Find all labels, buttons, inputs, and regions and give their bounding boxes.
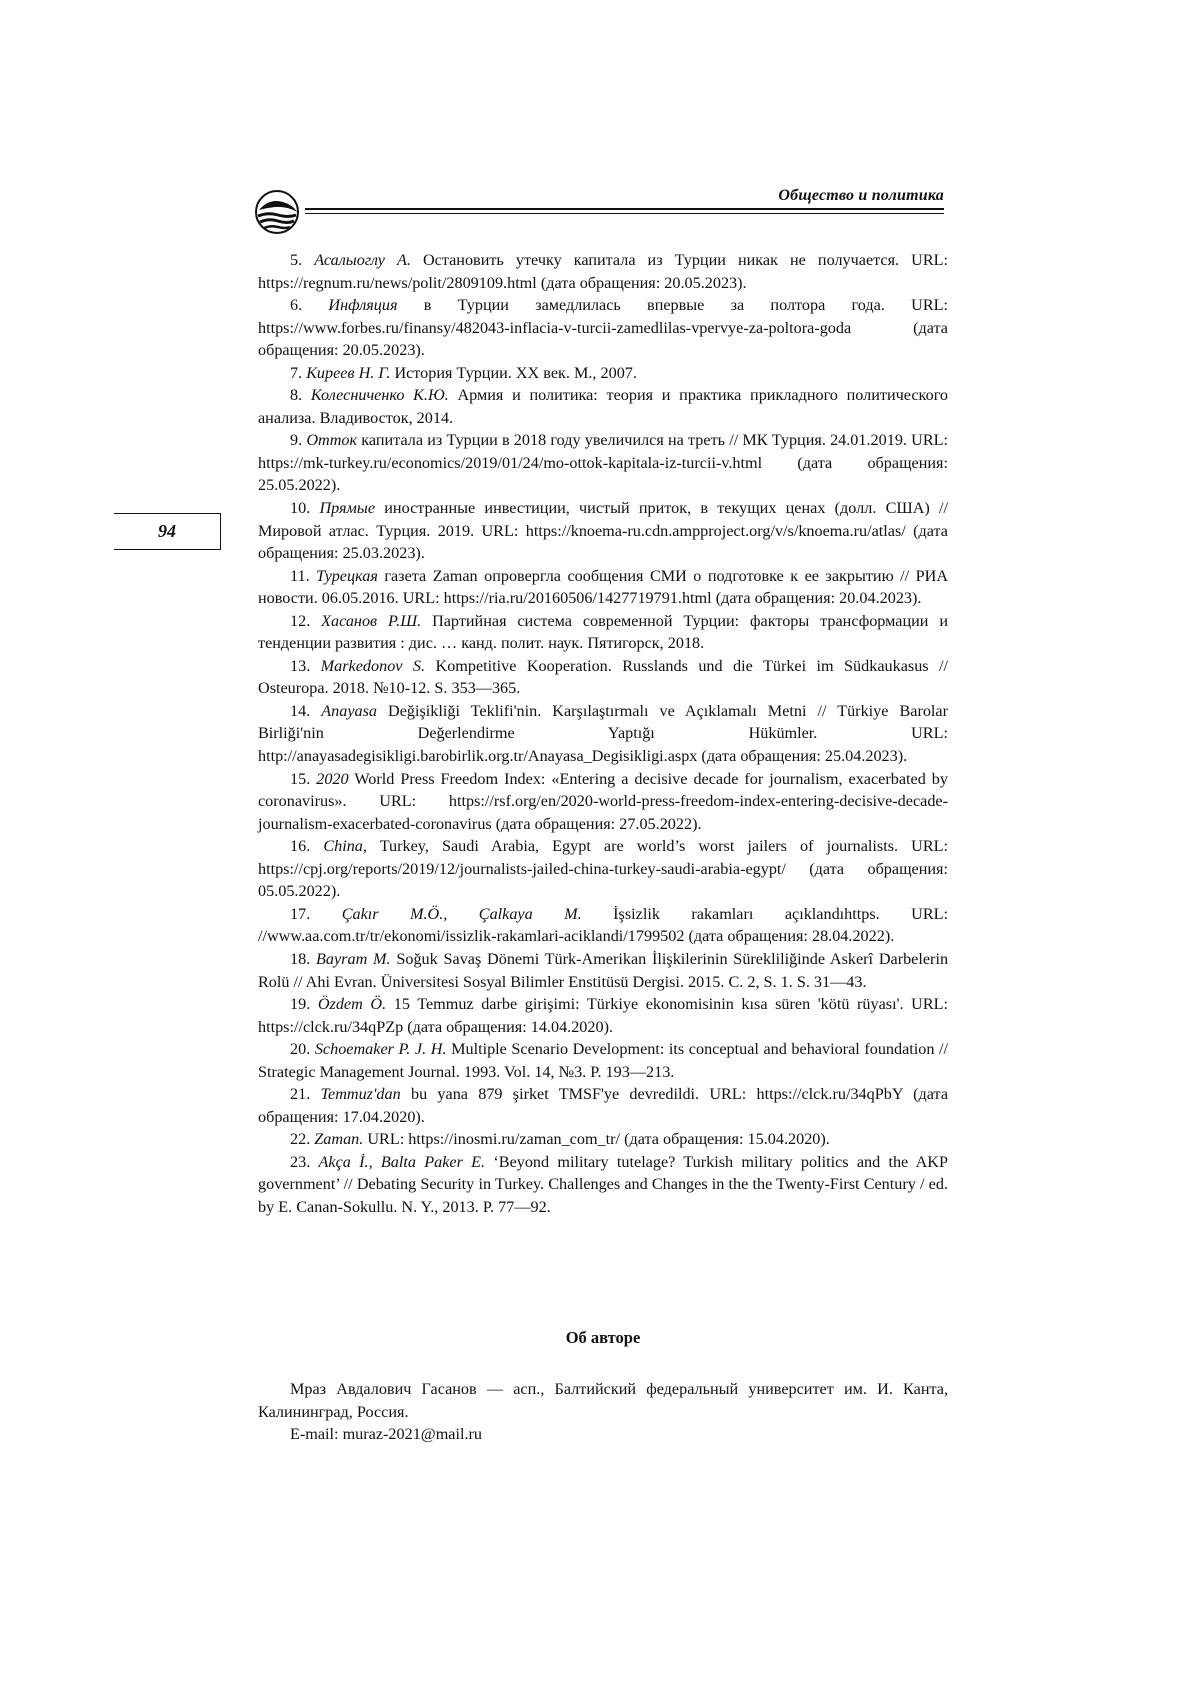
reference-text: газета Zaman опровергла сообщения СМИ о подготовке к ее закрытию // РИА новости. 06.05.2016. URL: https://ria.ru/20160506/1427719791.html (дата обращения: 20.04.2023). bbox=[258, 566, 949, 608]
reference-text: Soğuk Savaş Dönemi Türk-Amerikan İlişkilerinin Sürekliliğinde Askerî Darbelerin Rolü // Ahi Evran. Üniversitesi Sosyal Bilimler Enstitüsü Dergisi. 2015. C. 2, S. 1. S. 31—43. bbox=[258, 949, 949, 991]
page-number: 94 bbox=[158, 521, 176, 541]
reference-text: История Турции. XX век. М., 2007. bbox=[394, 363, 637, 382]
reference-item bbox=[258, 384, 948, 429]
reference-item bbox=[258, 768, 948, 836]
reference-text: Değişikliği Teklifi'nin. Karşılaştırmalı ve Açıklamalı Metni // Türkiye Barolar Birliği'nin Değerlendirme Yaptığı Hükümler. URL: http://anayasadegisikligi.barobirlik.org.tr/Anayasa_Degisikligi.aspx (дата обращения: 25.04.2023). bbox=[258, 701, 948, 766]
reference-number: 8. bbox=[290, 386, 303, 405]
reference-author: Инфляция bbox=[328, 296, 398, 315]
reference-number: 22. bbox=[290, 1130, 311, 1149]
reference-author: Zaman. bbox=[314, 1130, 364, 1149]
reference-item bbox=[258, 1128, 948, 1151]
author-bio: Мраз Авдалович Гасанов — асп., Балтийский федеральный университет им. И. Канта, Калининград, Россия. bbox=[258, 1380, 948, 1421]
reference-item bbox=[258, 294, 948, 362]
reference-author: Markedonov S. bbox=[320, 656, 426, 675]
reference-item bbox=[258, 993, 948, 1038]
reference-item bbox=[258, 249, 948, 294]
reference-number: 5. bbox=[290, 251, 303, 269]
reference-item bbox=[258, 903, 948, 948]
author-heading: Об авторе bbox=[565, 1328, 641, 1347]
reference-item bbox=[258, 610, 948, 655]
reference-item bbox=[258, 700, 948, 768]
reference-text: İşsizlik rakamları açıklandıhttps. URL: //www.aa.com.tr/tr/ekonomi/issizlik-rakamlari-aciklandi/1799502 (дата обращения: 28.04.2022). bbox=[258, 904, 949, 946]
reference-list bbox=[258, 249, 948, 1219]
reference-text: Остановить утечку капитала из Турции никак не получается. URL: https://regnum.ru/news/polit/2809109.html (дата обращения: 20.05.2023). bbox=[258, 251, 948, 292]
reference-text: World Press Freedom Index: «Entering a decisive decade for journalism, exacerbated by coronavirus». URL: https://rsf.org/en/2020-world-press-freedom-index-entering-decisive-decade-journalism-exacerbated-coronavirus (дата обращения: 27.05.2022). bbox=[258, 769, 948, 833]
reference-item bbox=[258, 497, 948, 565]
journal-logo bbox=[253, 188, 301, 236]
reference-author: Колесниченко К.Ю. bbox=[310, 386, 449, 405]
reference-text: Multiple Scenario Development: its conceptual and behavioral foundation // Strategic Management Journal. 1993. Vol. 14, №3. P. 193—213. bbox=[258, 1040, 949, 1081]
reference-author: Akça İ., Balta Paker E. bbox=[318, 1152, 486, 1171]
page-number-box bbox=[114, 513, 221, 550]
reference-item bbox=[258, 429, 948, 497]
reference-item bbox=[258, 948, 948, 993]
reference-number: 23. bbox=[290, 1152, 311, 1171]
reference-number: 18. bbox=[290, 949, 311, 968]
reference-author: Özdem Ö. bbox=[317, 995, 387, 1014]
reference-number: 13. bbox=[290, 656, 311, 675]
reference-number: 10. bbox=[290, 499, 311, 518]
reference-text: капитала из Турции в 2018 году увеличился на треть // МК Турция. 24.01.2019. URL: https://mk-turkey.ru/economics/2019/01/24/mo-ottok-kapitala-iz-turcii-v.html (дата обращения: 25.05.2022). bbox=[258, 431, 949, 495]
reference-text: Армия и политика: теория и практика прикладного политического анализа. Владивосток, 2014. bbox=[258, 386, 949, 427]
reference-number: 7. bbox=[290, 363, 303, 382]
section-title: Общество и политика bbox=[778, 187, 944, 204]
header-rule bbox=[305, 208, 944, 210]
reference-text: bu yana 879 şirket TMSF'ye devredildi. URL: https://clck.ru/34qPbY (дата обращения: 17.04.2020). bbox=[258, 1085, 949, 1126]
reference-author: Отток bbox=[306, 431, 358, 450]
reference-author: Прямые bbox=[319, 499, 376, 518]
reference-author: China bbox=[323, 837, 363, 856]
reference-text: ‘Beyond military tutelage? Turkish military politics and the AKP government’ // Debating Security in Turkey. Challenges and Changes in the the Twenty-First Century / ed. by E. Canan-Sokullu. N. Y., 2013. P. 77—92. bbox=[258, 1152, 949, 1216]
reference-text: Kompetitive Kooperation. Russlands und die Türkei im Südkaukasus // Osteuropa. 2018. №10-12. S. 353—365. bbox=[258, 656, 949, 698]
reference-number: 11. bbox=[290, 566, 310, 585]
reference-number: 21. bbox=[290, 1085, 311, 1104]
reference-number: 14. bbox=[290, 701, 311, 720]
reference-number: 12. bbox=[290, 611, 311, 630]
reference-author: Киреев Н. Г. bbox=[306, 363, 391, 382]
reference-text: 15 Temmuz darbe girişimi: Türkiye ekonomisinin kısa süren 'kötü rüyası'. URL: https://clck.ru/34qPZp (дата обращения: 14.04.2020). bbox=[258, 995, 949, 1036]
reference-item bbox=[258, 1038, 948, 1083]
reference-item bbox=[258, 655, 948, 700]
reference-number: 19. bbox=[290, 995, 311, 1014]
reference-number: 17. bbox=[290, 904, 311, 923]
reference-author: 2020 bbox=[316, 769, 349, 788]
header-rule-thin bbox=[305, 213, 944, 214]
reference-number: 16. bbox=[290, 837, 311, 856]
reference-item bbox=[258, 362, 948, 385]
reference-author: Anayasa bbox=[321, 701, 377, 720]
reference-author: Турецкая bbox=[316, 566, 378, 585]
reference-item bbox=[258, 1151, 948, 1219]
reference-author: Bayram M. bbox=[316, 949, 391, 968]
author-email: E-mail: muraz-2021@mail.ru bbox=[290, 1425, 483, 1444]
reference-item bbox=[258, 565, 948, 610]
reference-author: Schoemaker P. J. H. bbox=[314, 1040, 447, 1059]
reference-text: Партийная система современной Турции: факторы трансформации и тенденции развития : дис. … канд. полит. наук. Пятигорск, 2018. bbox=[258, 611, 948, 653]
reference-author: Temmuz'dan bbox=[320, 1085, 401, 1104]
reference-number: 6. bbox=[290, 296, 303, 315]
reference-number: 20. bbox=[290, 1040, 311, 1059]
reference-number: 9. bbox=[290, 431, 303, 450]
reference-text: URL: https://inosmi.ru/zaman_com_tr/ (дата обращения: 15.04.2020). bbox=[367, 1130, 830, 1149]
author-info bbox=[258, 1378, 948, 1446]
reference-author: Çakır M.Ö., Çalkaya M. bbox=[341, 904, 582, 923]
reference-text: иностранные инвестиции, чистый приток, в текущих ценах (долл. США) // Мировой атлас. Турция. 2019. URL: https://knoema-ru.cdn.ampproject.org/v/s/knoema.ru/atlas/ (дата обращения: 25.03.2023). bbox=[258, 499, 948, 563]
reference-item bbox=[258, 1083, 948, 1128]
reference-author: Асалыоглу А. bbox=[314, 251, 411, 269]
reference-item bbox=[258, 835, 948, 903]
reference-number: 15. bbox=[290, 769, 311, 788]
reference-text: в Турции замедлилась впервые за полтора года. URL: https://www.forbes.ru/finansy/482043-inflacia-v-turcii-zamedlilas-vpervye-za-poltora-goda (дата обращения: 20.05.2023). bbox=[258, 296, 949, 360]
reference-author: Хасанов Р.Ш. bbox=[321, 611, 422, 630]
reference-text: , Turkey, Saudi Arabia, Egypt are world’s worst jailers of journalists. URL: https://cpj.org/reports/2019/12/journalists-jailed-china-turkey-saudi-arabia-egypt/ (дата обращения: 05.05.2022). bbox=[258, 837, 949, 901]
